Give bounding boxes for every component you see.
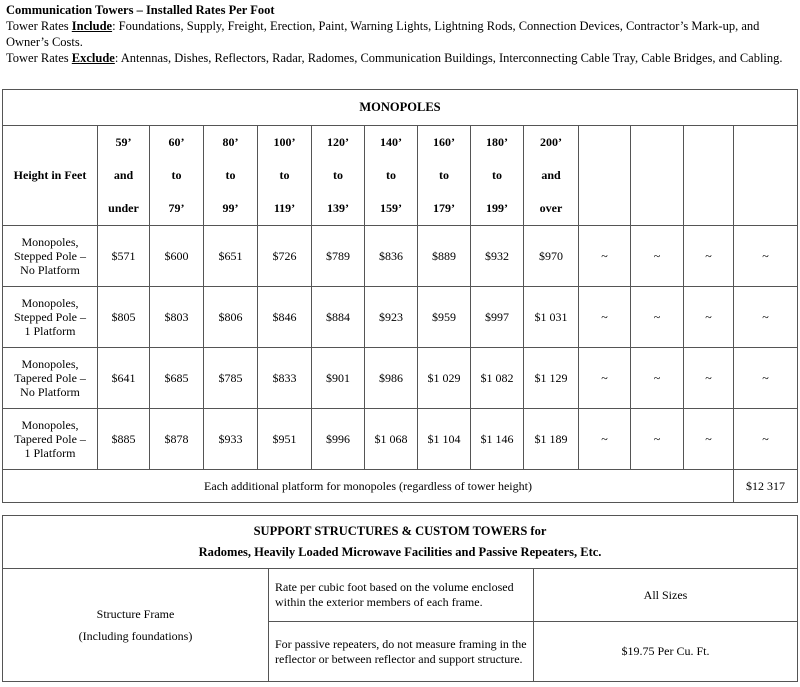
exclude-word: Exclude <box>71 51 115 65</box>
rate-cell: ~ <box>631 287 684 348</box>
rate-value: $19.75 Per Cu. Ft. <box>534 622 798 682</box>
rate-cell: ~ <box>579 409 631 470</box>
row-label: Monopoles, Stepped Pole – 1 Platform <box>3 287 98 348</box>
monopoles-table <box>2 89 798 503</box>
table-row <box>3 287 798 348</box>
rate-cell: $685 <box>150 348 204 409</box>
rate-cell: $884 <box>312 287 365 348</box>
height-col: 200’ and over <box>524 126 579 226</box>
rate-cell: ~ <box>684 409 734 470</box>
empty-height-col <box>684 126 734 226</box>
rate-cell: ~ <box>734 409 798 470</box>
empty-height-col <box>631 126 684 226</box>
rate-cell: ~ <box>684 348 734 409</box>
rate-cell: $878 <box>150 409 204 470</box>
platform-row <box>3 470 798 503</box>
rate-cell: $789 <box>312 226 365 287</box>
rate-cell: $806 <box>204 287 258 348</box>
support-caption: SUPPORT STRUCTURES & CUSTOM TOWERS for Radomes, Heavily Loaded Microwave Facilities and Passive Repeaters, Etc. <box>3 516 798 569</box>
include-word: Include <box>71 19 113 33</box>
rate-description: Rate per cubic foot based on the volume enclosed within the exterior members of each frame. <box>269 569 534 622</box>
height-col: 180’ to 199’ <box>471 126 524 226</box>
platform-label: Each additional platform for monopoles (regardless of tower height) <box>3 470 734 503</box>
rate-cell: $951 <box>258 409 312 470</box>
rate-cell: $785 <box>204 348 258 409</box>
rate-cell: $901 <box>312 348 365 409</box>
table-row <box>3 409 798 470</box>
rate-cell: $1 031 <box>524 287 579 348</box>
height-label: Height in Feet <box>3 126 98 226</box>
rate-cell: ~ <box>579 287 631 348</box>
document-header <box>6 2 796 66</box>
row-label: Monopoles, Stepped Pole – No Platform <box>3 226 98 287</box>
structure-frame-cell: Structure Frame (Including foundations) <box>3 569 269 682</box>
height-col: 80’ to 99’ <box>204 126 258 226</box>
row-label: Monopoles, Tapered Pole – No Platform <box>3 348 98 409</box>
include-line: Tower Rates Include: Foundations, Supply, Freight, Erection, Paint, Warning Lights, Lightning Rods, Connection Devices, Contractor’s Mark-up, and Owner’s Costs. <box>6 19 760 49</box>
rate-cell: ~ <box>734 226 798 287</box>
rate-cell: ~ <box>684 287 734 348</box>
empty-height-col <box>579 126 631 226</box>
rate-cell: ~ <box>734 287 798 348</box>
rate-cell: $836 <box>365 226 418 287</box>
rate-cell: $1 104 <box>418 409 471 470</box>
empty-height-col <box>734 126 798 226</box>
rate-cell: $932 <box>471 226 524 287</box>
exclude-line: Tower Rates Exclude: Antennas, Dishes, Reflectors, Radar, Radomes, Communication Buildings, Interconnecting Cable Tray, Cable Bridges, and Cabling. <box>6 51 783 65</box>
table-row <box>3 226 798 287</box>
height-col: 59’ and under <box>98 126 150 226</box>
row-label: Monopoles, Tapered Pole – 1 Platform <box>3 409 98 470</box>
rate-cell: $641 <box>98 348 150 409</box>
rate-cell: $726 <box>258 226 312 287</box>
rate-cell: $1 189 <box>524 409 579 470</box>
platform-value: $12 317 <box>734 470 798 503</box>
table-row <box>3 348 798 409</box>
rate-cell: $885 <box>98 409 150 470</box>
support-structures-table <box>2 515 798 682</box>
height-header-row <box>3 126 798 226</box>
rate-cell: ~ <box>631 409 684 470</box>
rate-cell: $600 <box>150 226 204 287</box>
rate-cell: $923 <box>365 287 418 348</box>
rate-cell: $571 <box>98 226 150 287</box>
rate-cell: ~ <box>734 348 798 409</box>
height-col: 60’ to 79’ <box>150 126 204 226</box>
rate-cell: ~ <box>579 348 631 409</box>
rate-cell: ~ <box>684 226 734 287</box>
height-col: 140’ to 159’ <box>365 126 418 226</box>
rate-cell: $1 082 <box>471 348 524 409</box>
document-title: Communication Towers – Installed Rates Per Foot <box>6 3 275 17</box>
monopoles-body <box>3 226 798 470</box>
rate-cell: $1 146 <box>471 409 524 470</box>
rate-cell: $997 <box>471 287 524 348</box>
rate-cell: $889 <box>418 226 471 287</box>
repeater-note: For passive repeaters, do not measure framing in the reflector or between reflector and support structure. <box>269 622 534 682</box>
rate-cell: ~ <box>631 226 684 287</box>
rate-cell: $846 <box>258 287 312 348</box>
rate-cell: $959 <box>418 287 471 348</box>
rate-cell: $833 <box>258 348 312 409</box>
rate-cell: ~ <box>579 226 631 287</box>
rate-cell: ~ <box>631 348 684 409</box>
height-col: 100’ to 119’ <box>258 126 312 226</box>
rate-cell: $1 129 <box>524 348 579 409</box>
rate-cell: $1 068 <box>365 409 418 470</box>
height-col: 160’ to 179’ <box>418 126 471 226</box>
rate-cell: $803 <box>150 287 204 348</box>
rate-cell: $933 <box>204 409 258 470</box>
monopoles-caption: MONOPOLES <box>3 90 798 126</box>
rate-cell: $651 <box>204 226 258 287</box>
rate-cell: $986 <box>365 348 418 409</box>
rate-cell: $805 <box>98 287 150 348</box>
all-sizes-label: All Sizes <box>534 569 798 622</box>
rate-cell: $996 <box>312 409 365 470</box>
height-col: 120’ to 139’ <box>312 126 365 226</box>
rate-cell: $970 <box>524 226 579 287</box>
rate-cell: $1 029 <box>418 348 471 409</box>
